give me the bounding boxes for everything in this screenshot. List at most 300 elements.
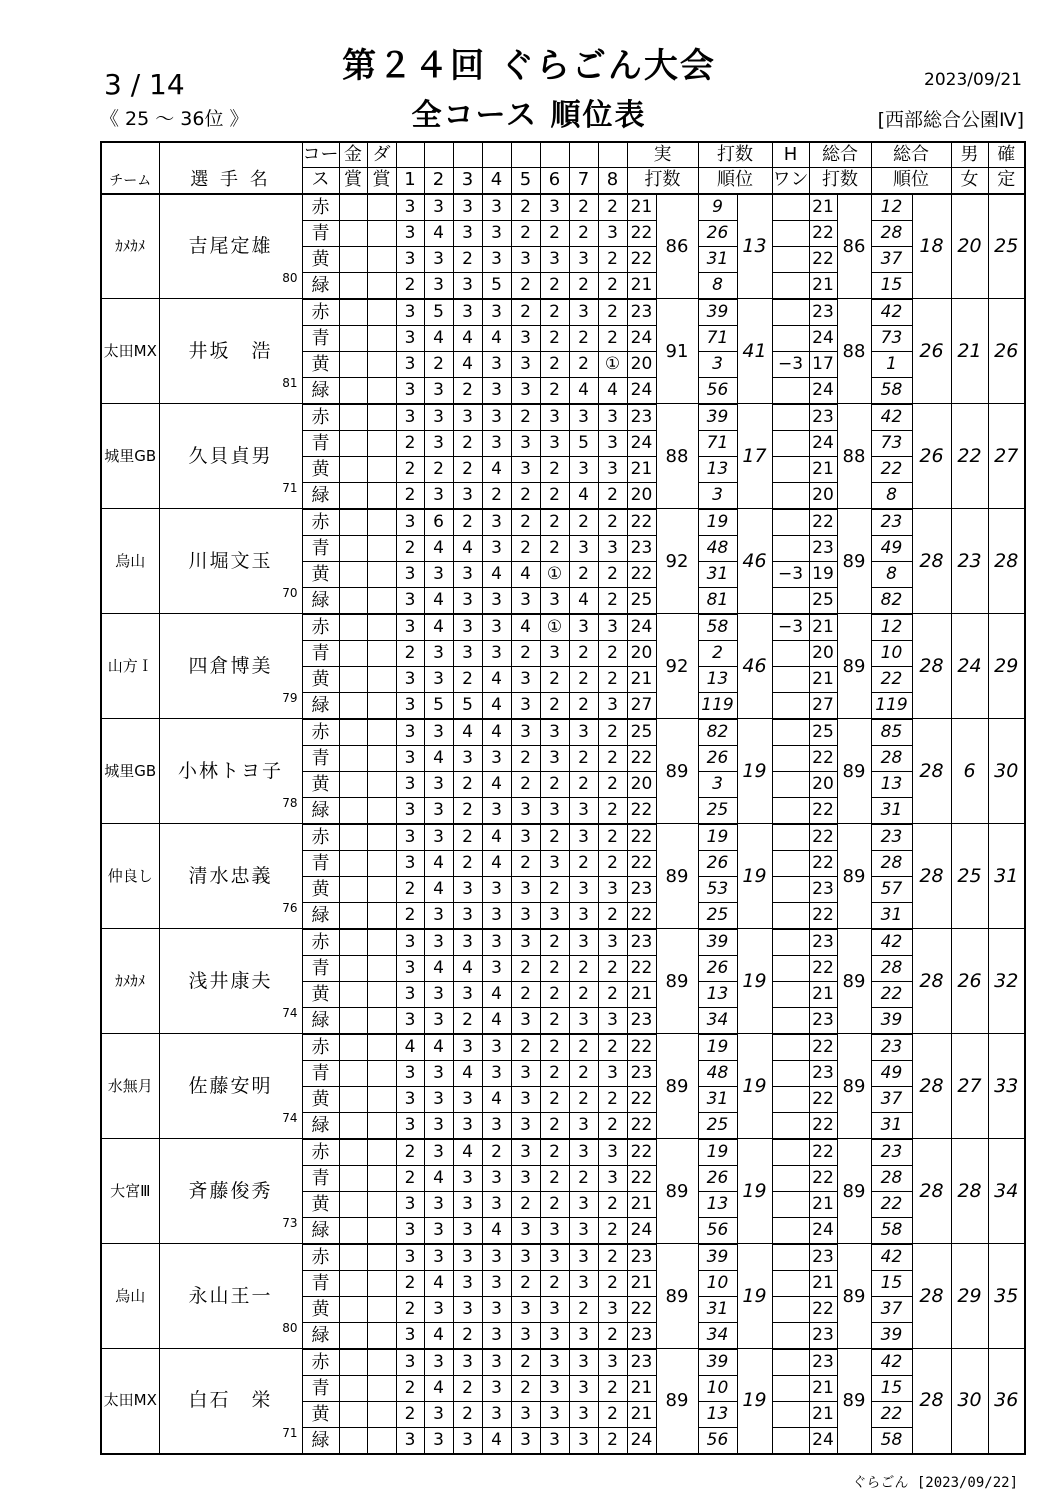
da-prize-cell bbox=[367, 1191, 396, 1217]
hole-in-one bbox=[772, 482, 809, 509]
hole-score: 3 bbox=[569, 1427, 598, 1454]
hole-score: 5 bbox=[482, 272, 511, 299]
hole-in-one bbox=[772, 1112, 809, 1139]
hole-score: 2 bbox=[569, 692, 598, 719]
hole-score: 2 bbox=[453, 1375, 482, 1401]
hole-score: 3 bbox=[569, 404, 598, 431]
hole-score: 2 bbox=[453, 509, 482, 536]
hole-score: 3 bbox=[482, 1401, 511, 1427]
final-rank: 36 bbox=[988, 1349, 1025, 1454]
gender-rank: 23 bbox=[951, 509, 988, 614]
round-strokes: 23 bbox=[627, 1060, 656, 1086]
hole-score: 2 bbox=[598, 272, 627, 299]
round-total-rank: 42 bbox=[871, 404, 912, 431]
hole-score: 3 bbox=[482, 377, 511, 404]
course-label: 黄 bbox=[302, 981, 339, 1007]
round-strokes: 23 bbox=[627, 1007, 656, 1034]
hole-in-one bbox=[772, 220, 809, 246]
hole-score: 2 bbox=[598, 482, 627, 509]
hole-score: 2 bbox=[598, 824, 627, 851]
round-total: 22 bbox=[809, 1086, 837, 1112]
round-strokes: 21 bbox=[627, 1375, 656, 1401]
hole-score: 3 bbox=[396, 351, 424, 377]
hole-in-one bbox=[772, 1375, 809, 1401]
hole-score: 3 bbox=[598, 1139, 627, 1166]
hole-score: 4 bbox=[598, 377, 627, 404]
round-rank: 26 bbox=[698, 1165, 737, 1191]
round-total-rank: 39 bbox=[871, 1322, 912, 1349]
hole-score: 3 bbox=[396, 955, 424, 981]
course-label: 赤 bbox=[302, 1349, 339, 1376]
strokes-rank: 19 bbox=[737, 1139, 772, 1244]
gold-prize-cell bbox=[339, 1139, 367, 1166]
player-name-cell bbox=[159, 1244, 302, 1349]
hole-score: 2 bbox=[511, 220, 540, 246]
header-actual: 打数 bbox=[627, 168, 698, 194]
hole-score: 3 bbox=[540, 1296, 569, 1322]
hole-score: 2 bbox=[511, 299, 540, 326]
hole-score: 3 bbox=[540, 1322, 569, 1349]
header-hole-spacer bbox=[453, 142, 482, 168]
round-total-rank: 42 bbox=[871, 1349, 912, 1376]
hole-score: 2 bbox=[511, 850, 540, 876]
hole-score: 3 bbox=[511, 666, 540, 692]
gold-prize-cell bbox=[339, 561, 367, 587]
gold-prize-cell bbox=[339, 1270, 367, 1296]
hole-score: 4 bbox=[569, 482, 598, 509]
hole-in-one bbox=[772, 666, 809, 692]
hole-score: 3 bbox=[424, 929, 453, 956]
gold-prize-cell bbox=[339, 1296, 367, 1322]
round-strokes: 24 bbox=[627, 430, 656, 456]
gender-rank: 6 bbox=[951, 719, 988, 824]
da-prize-cell bbox=[367, 797, 396, 824]
round-total: 23 bbox=[809, 1349, 837, 1376]
hole-score: 2 bbox=[598, 745, 627, 771]
hole-score: 3 bbox=[424, 1217, 453, 1244]
hole-in-one bbox=[772, 246, 809, 272]
round-total: 23 bbox=[809, 299, 837, 326]
hole-score: 4 bbox=[453, 719, 482, 746]
hole-score: 2 bbox=[598, 666, 627, 692]
round-rank: 48 bbox=[698, 535, 737, 561]
da-prize-cell bbox=[367, 1007, 396, 1034]
hole-score: 2 bbox=[540, 955, 569, 981]
round-total: 21 bbox=[809, 272, 837, 299]
hole-score: 2 bbox=[569, 509, 598, 536]
hole-score: 2 bbox=[598, 902, 627, 929]
player-name: 吉尾定雄 bbox=[188, 234, 273, 257]
hole-in-one bbox=[772, 902, 809, 929]
hole-score: 3 bbox=[482, 1322, 511, 1349]
player-name-cell bbox=[159, 719, 302, 824]
total-strokes: 88 bbox=[837, 404, 871, 509]
round-total: 22 bbox=[809, 850, 837, 876]
hole-score: 3 bbox=[396, 1191, 424, 1217]
hole-score: 3 bbox=[482, 1296, 511, 1322]
hole-score: 3 bbox=[396, 850, 424, 876]
hole-score: 2 bbox=[482, 482, 511, 509]
round-total-rank: 31 bbox=[871, 1112, 912, 1139]
hole-score: 3 bbox=[540, 587, 569, 614]
final-rank: 25 bbox=[988, 194, 1025, 299]
hole-score: 2 bbox=[569, 325, 598, 351]
final-rank: 28 bbox=[988, 509, 1025, 614]
round-rank: 25 bbox=[698, 797, 737, 824]
round-strokes: 22 bbox=[627, 745, 656, 771]
round-total: 24 bbox=[809, 430, 837, 456]
hole-score: 3 bbox=[540, 430, 569, 456]
hole-score: 3 bbox=[396, 509, 424, 536]
gold-prize-cell bbox=[339, 509, 367, 536]
hole-score: 3 bbox=[482, 1349, 511, 1376]
hole-score: 3 bbox=[453, 1270, 482, 1296]
total-rank: 28 bbox=[912, 1034, 951, 1139]
hole-score: 2 bbox=[540, 1270, 569, 1296]
header-hole-5: 5 bbox=[511, 168, 540, 194]
player-name: 小林トヨ子 bbox=[177, 759, 283, 782]
total-rank: 28 bbox=[912, 929, 951, 1034]
da-prize-cell bbox=[367, 1270, 396, 1296]
final-rank: 26 bbox=[988, 299, 1025, 404]
course-label: 緑 bbox=[302, 1112, 339, 1139]
hole-score: 2 bbox=[598, 587, 627, 614]
da-prize-cell bbox=[367, 1217, 396, 1244]
hole-score: 2 bbox=[511, 1034, 540, 1061]
hole-score: 3 bbox=[396, 614, 424, 641]
header-hole-8: 8 bbox=[598, 168, 627, 194]
hole-score: 4 bbox=[482, 719, 511, 746]
hole-score: 2 bbox=[540, 692, 569, 719]
hole-score: 2 bbox=[540, 272, 569, 299]
hole-score: 3 bbox=[511, 351, 540, 377]
round-strokes: 24 bbox=[627, 377, 656, 404]
player-age: 79 bbox=[282, 691, 298, 705]
hole-score: 2 bbox=[396, 1139, 424, 1166]
course-label: 青 bbox=[302, 535, 339, 561]
hole-score: 3 bbox=[396, 561, 424, 587]
header-hole-2: 2 bbox=[424, 168, 453, 194]
actual-total: 89 bbox=[656, 719, 698, 824]
round-rank: 13 bbox=[698, 1191, 737, 1217]
gold-prize-cell bbox=[339, 1375, 367, 1401]
hole-score: 3 bbox=[396, 377, 424, 404]
course-label: 赤 bbox=[302, 194, 339, 221]
hole-score: 3 bbox=[396, 299, 424, 326]
hole-score: 3 bbox=[424, 1139, 453, 1166]
total-rank: 28 bbox=[912, 824, 951, 929]
player-age: 73 bbox=[282, 1216, 298, 1230]
hole-score: 3 bbox=[453, 745, 482, 771]
hole-score: 3 bbox=[511, 587, 540, 614]
round-total: 22 bbox=[809, 1034, 837, 1061]
hole-score: 3 bbox=[540, 1217, 569, 1244]
header-total-rank-top: 総合 bbox=[871, 142, 951, 168]
da-prize-cell bbox=[367, 1375, 396, 1401]
round-total-rank: 28 bbox=[871, 1165, 912, 1191]
course-label: 黄 bbox=[302, 561, 339, 587]
player-team: 山方Ｉ bbox=[101, 614, 159, 719]
hole-score: 2 bbox=[511, 535, 540, 561]
round-rank: 82 bbox=[698, 719, 737, 746]
hole-score: 2 bbox=[598, 797, 627, 824]
hole-score: 2 bbox=[569, 1296, 598, 1322]
hole-score: 2 bbox=[598, 850, 627, 876]
player-name: 白石 栄 bbox=[188, 1389, 273, 1412]
hole-score: 4 bbox=[424, 587, 453, 614]
player-name: 永山王一 bbox=[188, 1284, 273, 1307]
actual-total: 89 bbox=[656, 824, 698, 929]
round-total-rank: 58 bbox=[871, 1427, 912, 1454]
gold-prize-cell bbox=[339, 850, 367, 876]
gold-prize-cell bbox=[339, 719, 367, 746]
round-strokes: 22 bbox=[627, 1034, 656, 1061]
round-total-rank: 31 bbox=[871, 902, 912, 929]
header-hole-spacer bbox=[540, 142, 569, 168]
round-total-rank: 22 bbox=[871, 1191, 912, 1217]
round-rank: 26 bbox=[698, 850, 737, 876]
da-prize-cell bbox=[367, 640, 396, 666]
round-total: 24 bbox=[809, 1427, 837, 1454]
hole-score: 4 bbox=[511, 614, 540, 641]
course-label: 緑 bbox=[302, 377, 339, 404]
final-rank: 34 bbox=[988, 1139, 1025, 1244]
course-label: 赤 bbox=[302, 1244, 339, 1271]
hole-score: 3 bbox=[424, 666, 453, 692]
header-hole-spacer bbox=[424, 142, 453, 168]
hole-in-one bbox=[772, 1034, 809, 1061]
hole-score: 4 bbox=[482, 692, 511, 719]
player-round-row bbox=[101, 1034, 1025, 1061]
hole-score: 2 bbox=[511, 955, 540, 981]
hole-score: 3 bbox=[540, 902, 569, 929]
round-total: 20 bbox=[809, 771, 837, 797]
header-strokes-rank-top: 打数 bbox=[698, 142, 772, 168]
round-total: 23 bbox=[809, 1007, 837, 1034]
hole-in-one bbox=[772, 1244, 809, 1271]
round-rank: 10 bbox=[698, 1270, 737, 1296]
hole-score: 3 bbox=[482, 535, 511, 561]
player-round-row bbox=[101, 404, 1025, 431]
course-label: 緑 bbox=[302, 1217, 339, 1244]
da-prize-cell bbox=[367, 981, 396, 1007]
da-prize-cell bbox=[367, 482, 396, 509]
header-da: 賞 bbox=[367, 168, 396, 194]
course-label: 緑 bbox=[302, 272, 339, 299]
round-strokes: 21 bbox=[627, 194, 656, 221]
player-team: 太田MX bbox=[101, 299, 159, 404]
hole-score: 3 bbox=[453, 981, 482, 1007]
hole-in-one bbox=[772, 692, 809, 719]
gold-prize-cell bbox=[339, 1322, 367, 1349]
player-age: 78 bbox=[282, 796, 298, 810]
hole-score: 4 bbox=[424, 535, 453, 561]
hole-score: 2 bbox=[396, 1401, 424, 1427]
hole-score: 3 bbox=[424, 640, 453, 666]
total-rank: 28 bbox=[912, 1244, 951, 1349]
round-rank: 34 bbox=[698, 1322, 737, 1349]
hole-score: 2 bbox=[598, 1191, 627, 1217]
hole-score: 4 bbox=[482, 666, 511, 692]
hole-score: 3 bbox=[453, 876, 482, 902]
round-strokes: 22 bbox=[627, 561, 656, 587]
header-hole-6: 6 bbox=[540, 168, 569, 194]
round-strokes: 22 bbox=[627, 850, 656, 876]
course-label: 赤 bbox=[302, 509, 339, 536]
final-rank: 35 bbox=[988, 1244, 1025, 1349]
round-rank: 19 bbox=[698, 1139, 737, 1166]
da-prize-cell bbox=[367, 771, 396, 797]
da-prize-cell bbox=[367, 299, 396, 326]
hole-score: 3 bbox=[482, 614, 511, 641]
hole-score: 2 bbox=[540, 1191, 569, 1217]
round-strokes: 22 bbox=[627, 797, 656, 824]
da-prize-cell bbox=[367, 351, 396, 377]
course-label: 黄 bbox=[302, 666, 339, 692]
hole-score: 3 bbox=[482, 797, 511, 824]
hole-score: 2 bbox=[598, 1112, 627, 1139]
round-total: 22 bbox=[809, 1112, 837, 1139]
hole-score: 2 bbox=[396, 482, 424, 509]
hole-score: 3 bbox=[482, 404, 511, 431]
hole-score: 2 bbox=[540, 876, 569, 902]
final-rank: 27 bbox=[988, 404, 1025, 509]
hole-score: 3 bbox=[482, 1375, 511, 1401]
round-rank: 19 bbox=[698, 509, 737, 536]
final-rank: 29 bbox=[988, 614, 1025, 719]
header-actual-top: 実 bbox=[627, 142, 698, 168]
hole-score: 2 bbox=[569, 640, 598, 666]
gender-rank: 30 bbox=[951, 1349, 988, 1454]
actual-total: 89 bbox=[656, 1244, 698, 1349]
header-hole-spacer bbox=[396, 142, 424, 168]
final-rank: 32 bbox=[988, 929, 1025, 1034]
hole-score: 3 bbox=[511, 1139, 540, 1166]
hole-score: 4 bbox=[453, 325, 482, 351]
player-team: 仲良し bbox=[101, 824, 159, 929]
round-strokes: 24 bbox=[627, 614, 656, 641]
hole-score: 2 bbox=[569, 220, 598, 246]
hole-score: 2 bbox=[598, 1427, 627, 1454]
gender-rank: 20 bbox=[951, 194, 988, 299]
hole-score: 2 bbox=[598, 509, 627, 536]
gold-prize-cell bbox=[339, 797, 367, 824]
hole-score: 2 bbox=[453, 1401, 482, 1427]
hole-score: 3 bbox=[569, 902, 598, 929]
hole-score: 3 bbox=[424, 246, 453, 272]
hole-score: 3 bbox=[511, 1217, 540, 1244]
gold-prize-cell bbox=[339, 456, 367, 482]
gold-prize-cell bbox=[339, 929, 367, 956]
round-total-rank: 73 bbox=[871, 325, 912, 351]
hole-in-one: −3 bbox=[772, 614, 809, 641]
strokes-rank: 46 bbox=[737, 509, 772, 614]
hole-score: 3 bbox=[424, 771, 453, 797]
round-total-rank: 28 bbox=[871, 220, 912, 246]
total-strokes: 89 bbox=[837, 929, 871, 1034]
hole-score: 3 bbox=[540, 745, 569, 771]
da-prize-cell bbox=[367, 929, 396, 956]
player-age: 80 bbox=[282, 1321, 298, 1335]
strokes-rank: 13 bbox=[737, 194, 772, 299]
round-total: 22 bbox=[809, 955, 837, 981]
round-total-rank: 15 bbox=[871, 1270, 912, 1296]
hole-score: 3 bbox=[482, 587, 511, 614]
hole-score: 2 bbox=[540, 509, 569, 536]
header-da-top: ダ bbox=[367, 142, 396, 168]
hole-score: 3 bbox=[482, 640, 511, 666]
total-strokes: 89 bbox=[837, 509, 871, 614]
hole-score: 2 bbox=[540, 1034, 569, 1061]
actual-total: 89 bbox=[656, 1139, 698, 1244]
hole-in-one: −3 bbox=[772, 351, 809, 377]
round-total-rank: 22 bbox=[871, 666, 912, 692]
round-strokes: 22 bbox=[627, 955, 656, 981]
hole-score: 3 bbox=[511, 1060, 540, 1086]
round-total: 25 bbox=[809, 719, 837, 746]
hole-score: 2 bbox=[569, 850, 598, 876]
round-rank: 56 bbox=[698, 1427, 737, 1454]
round-total: 21 bbox=[809, 1191, 837, 1217]
round-rank: 3 bbox=[698, 482, 737, 509]
hole-score: 3 bbox=[598, 1165, 627, 1191]
gold-prize-cell bbox=[339, 246, 367, 272]
da-prize-cell bbox=[367, 719, 396, 746]
hole-score: 2 bbox=[540, 1007, 569, 1034]
hole-score: 3 bbox=[569, 535, 598, 561]
hole-in-one bbox=[772, 981, 809, 1007]
player-name: 川堀文玉 bbox=[188, 549, 273, 572]
course-label: 黄 bbox=[302, 351, 339, 377]
hole-score: 4 bbox=[482, 981, 511, 1007]
round-rank: 58 bbox=[698, 614, 737, 641]
course-label: 緑 bbox=[302, 797, 339, 824]
hole-score: 3 bbox=[511, 1427, 540, 1454]
hole-score: 3 bbox=[482, 430, 511, 456]
round-strokes: 23 bbox=[627, 404, 656, 431]
player-name-cell bbox=[159, 614, 302, 719]
header-hole-spacer bbox=[569, 142, 598, 168]
hole-score: 2 bbox=[598, 955, 627, 981]
da-prize-cell bbox=[367, 824, 396, 851]
da-prize-cell bbox=[367, 1349, 396, 1376]
hole-score: 2 bbox=[540, 981, 569, 1007]
round-strokes: 22 bbox=[627, 246, 656, 272]
round-rank: 9 bbox=[698, 194, 737, 221]
gold-prize-cell bbox=[339, 272, 367, 299]
hole-score: 2 bbox=[453, 1322, 482, 1349]
hole-score: 3 bbox=[511, 797, 540, 824]
final-rank: 30 bbox=[988, 719, 1025, 824]
hole-score: 2 bbox=[598, 981, 627, 1007]
actual-total: 92 bbox=[656, 509, 698, 614]
round-strokes: 21 bbox=[627, 666, 656, 692]
hole-score: 3 bbox=[396, 194, 424, 221]
hole-score: 3 bbox=[511, 1244, 540, 1271]
round-total-rank: 58 bbox=[871, 377, 912, 404]
course-label: 緑 bbox=[302, 692, 339, 719]
hole-in-one bbox=[772, 1007, 809, 1034]
header-hole-3: 3 bbox=[453, 168, 482, 194]
hole-score: 3 bbox=[540, 719, 569, 746]
hole-score: 3 bbox=[396, 1427, 424, 1454]
hole-score: 3 bbox=[598, 1060, 627, 1086]
hole-score: 3 bbox=[598, 220, 627, 246]
hole-score: 3 bbox=[569, 1349, 598, 1376]
hole-score: 2 bbox=[511, 640, 540, 666]
hole-score: 3 bbox=[540, 1349, 569, 1376]
hole-score: 2 bbox=[569, 1165, 598, 1191]
